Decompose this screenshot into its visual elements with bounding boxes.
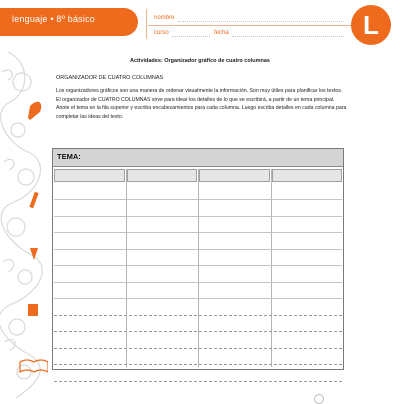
subject-grade-label: lenguaje • 8º básico (12, 14, 95, 24)
writing-line[interactable] (54, 298, 342, 299)
fields-divider-horizontal (148, 25, 376, 26)
column-header-cell[interactable] (54, 169, 125, 182)
writing-line[interactable] (54, 216, 342, 217)
feather-pen-icon (28, 102, 41, 120)
tema-row[interactable] (53, 149, 343, 167)
column-header-cell[interactable] (272, 169, 343, 182)
writing-line[interactable] (54, 282, 342, 283)
open-book-icon (20, 360, 48, 372)
name-field-label: nombre (154, 15, 175, 21)
notebook-icon (28, 304, 38, 316)
page-indicator-dot (314, 394, 324, 404)
pencil-icon (29, 192, 38, 208)
course-field[interactable] (172, 36, 210, 37)
column-header-cell[interactable] (199, 169, 270, 182)
writing-line[interactable] (54, 249, 342, 250)
dashed-writing-line[interactable] (54, 315, 342, 316)
date-field-label: fecha (214, 30, 229, 36)
course-field-label: curso (154, 30, 169, 36)
dashed-writing-line[interactable] (54, 331, 342, 332)
writing-line[interactable] (54, 199, 342, 200)
column-header-cell[interactable] (127, 169, 198, 182)
four-column-organizer (52, 148, 344, 370)
activity-title: Actividades: Organizador gráfico de cuatro columnas (130, 58, 270, 64)
tema-label: TEMA: (57, 152, 81, 161)
writing-line[interactable] (54, 232, 342, 233)
subject-logo-letter: L (363, 10, 379, 40)
fields-divider-vertical (146, 9, 147, 39)
dashed-writing-line[interactable] (54, 381, 342, 382)
intro-paragraph: Los organizadores gráficos son una manera de ordenar visualmente la información. Son muy útiles para planificar los textos. El organizador de CUATRO COLUMNAS sirve para idear los detalles de lo que se escribirá, a partir de un tema principal. Anote el tema en la fila superior y escriba encabezamientos para cada columna. Luego escriba detalles en cada columna para completar las ideas del texto. (56, 88, 347, 120)
dashed-writing-line[interactable] (54, 348, 342, 349)
name-field[interactable] (178, 21, 344, 22)
section-title: ORGANIZADOR DE CUATRO COLUMNAS (56, 75, 164, 81)
dashed-writing-line[interactable] (54, 364, 342, 365)
decorative-swirl-border (0, 42, 48, 400)
writing-line[interactable] (54, 265, 342, 266)
date-field[interactable] (232, 36, 344, 37)
